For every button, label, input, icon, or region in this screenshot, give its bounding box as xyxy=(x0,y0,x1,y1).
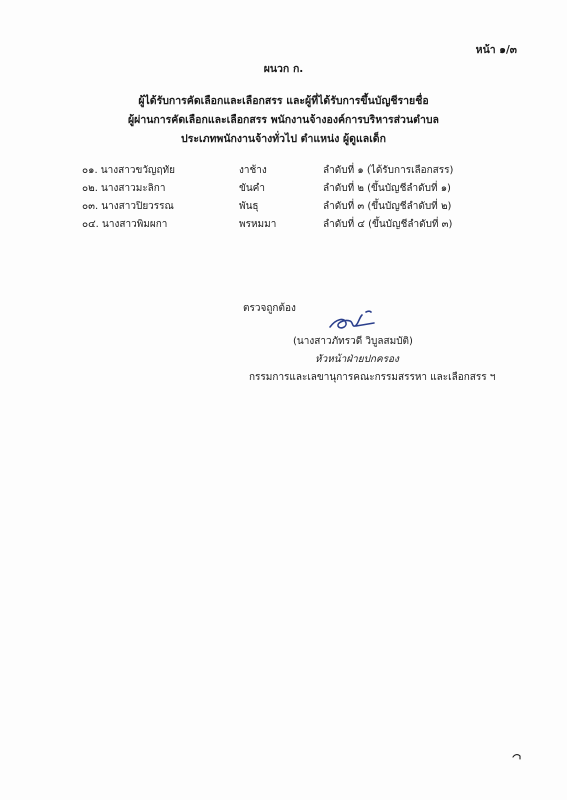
candidate-rank: ลำดับที่ ๔ (ขึ้นบัญชีลำดับที่ ๓) xyxy=(323,219,453,230)
signer-role: กรรมการและเลขานุการคณะกรรมสรรหา และเลือกสรร ฯ xyxy=(249,372,496,383)
candidate-surname: ขันคำ xyxy=(239,183,265,194)
verification-label: ตรวจถูกต้อง xyxy=(243,303,296,314)
candidate-row xyxy=(82,201,502,219)
signer-block xyxy=(243,336,503,390)
candidate-rank: ลำดับที่ ๑ (ได้รับการเลือกสรร) xyxy=(323,165,454,176)
document-title xyxy=(0,95,567,152)
candidate-rank: ลำดับที่ ๒ (ขึ้นบัญชีลำดับที่ ๑) xyxy=(323,183,451,194)
candidate-rank: ลำดับที่ ๓ (ขึ้นบัญชีลำดับที่ ๒) xyxy=(323,201,452,212)
candidate-surname: พันธุ xyxy=(239,201,259,212)
candidate-name: ๐๓. นางสาวปิยวรรณ xyxy=(82,201,174,212)
title-line-3: ประเภทพนักงานจ้างทั่วไป ตำแหน่ง ผู้ดูแลเด็ก xyxy=(181,133,386,145)
signer-position: หัวหน้าฝ่ายปกครอง xyxy=(315,354,399,365)
signer-name: (นางสาวภัทรวดี วิบูลสมบัติ) xyxy=(293,336,413,347)
annex-label: ผนวก ก. xyxy=(263,63,304,75)
candidate-row xyxy=(82,219,502,237)
signature-mark xyxy=(322,305,382,335)
corner-pen-mark xyxy=(512,752,522,760)
candidate-name: ๐๒. นางสาวมะลิกา xyxy=(82,183,166,194)
title-line-1: ผู้ได้รับการคัดเลือกและเลือกสรร และผู้ที่ได้รับการขึ้นบัญชีรายชื่อ xyxy=(138,95,429,107)
candidate-list xyxy=(82,165,502,237)
candidate-row xyxy=(82,183,502,201)
candidate-name: ๐๔. นางสาวพิมผกา xyxy=(82,219,168,230)
candidate-row xyxy=(82,165,502,183)
title-line-2: ผู้ผ่านการคัดเลือกและเลือกสรร พนักงานจ้างองค์การบริหารส่วนตำบล xyxy=(128,114,439,126)
candidate-name: ๐๑. นางสาวขวัญฤทัย xyxy=(82,165,175,176)
page-number: หน้า ๑/๓ xyxy=(475,44,517,56)
candidate-surname: งาช้าง xyxy=(239,165,267,176)
candidate-surname: พรหมมา xyxy=(239,219,277,230)
